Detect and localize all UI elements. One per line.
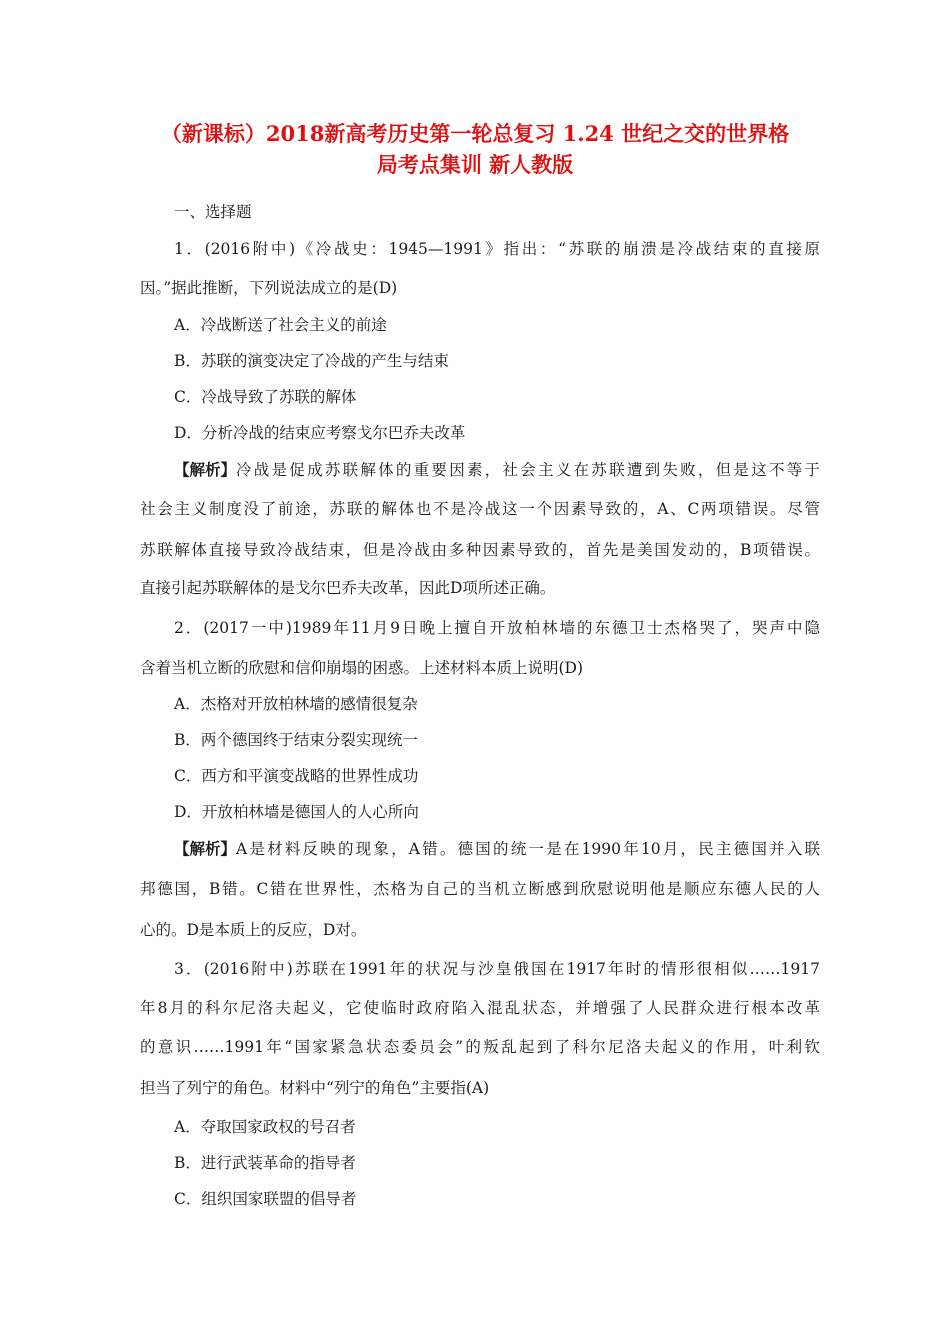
q3-stem-line-3: 的意识……1991年“国家紧急状态委员会”的叛乱起到了科尔尼洛夫起义的作用，叶利钦	[140, 1038, 820, 1056]
analysis-label: 【解析】	[174, 460, 237, 479]
q1-option-a: A．冷战断送了社会主义的前途	[174, 316, 387, 334]
q3-option-b: B．进行武装革命的指导者	[174, 1154, 356, 1172]
q1-analysis-line-3: 苏联解体直接导致冷战结束，但是冷战由多种因素导致的，首先是美国发动的，B项错误。	[140, 541, 820, 559]
q2-analysis-line-1	[174, 839, 820, 859]
q2-stem-line-1: 2．(2017一中)1989年11月9日晚上擅自开放柏林墙的东德卫士杰格哭了，哭声中隐	[174, 619, 820, 637]
q1-stem-line-1: 1．(2016附中)《冷战史：1945—1991》指出：“苏联的崩溃是冷战结束的直接原	[174, 240, 820, 258]
q1-analysis-line-1	[174, 460, 820, 480]
document-title	[110, 118, 840, 180]
q2-analysis-line-2: 邦德国，B错。C错在世界性，杰格为自己的当机立断感到欣慰说明他是顺应东德人民的人	[140, 880, 820, 898]
q1-analysis-line-4: 直接引起苏联解体的是戈尔巴乔夫改革，因此D项所述正确。	[140, 579, 556, 597]
q1-option-c: C．冷战导致了苏联的解体	[174, 388, 357, 406]
q1-analysis-text-1: 冷战是促成苏联解体的重要因素，社会主义在苏联遭到失败，但是这不等于	[236, 461, 820, 479]
q1-stem-line-2: 因。”据此推断，下列说法成立的是(D)	[140, 279, 398, 297]
section-heading: 一、选择题	[174, 203, 252, 221]
q2-option-c: C．西方和平演变战略的世界性成功	[174, 767, 419, 785]
analysis-label: 【解析】	[174, 839, 237, 858]
title-line-1: （新课标）2018新高考历史第一轮总复习 1.24 世纪之交的世界格	[160, 121, 790, 146]
q3-stem-line-4: 担当了列宁的角色。材料中“列宁的角色”主要指(A)	[140, 1079, 490, 1097]
q3-option-c: C．组织国家联盟的倡导者	[174, 1190, 357, 1208]
q2-stem-line-2: 含着当机立断的欣慰和信仰崩塌的困惑。上述材料本质上说明(D)	[140, 659, 584, 677]
q2-option-a: A．杰格对开放柏林墙的感情很复杂	[174, 695, 418, 713]
q2-analysis-text-1: A是材料反映的现象，A错。德国的统一是在1990年10月，民主德国并入联	[236, 840, 820, 858]
q3-option-a: A．夺取国家政权的号召者	[174, 1118, 356, 1136]
q2-analysis-line-3: 心的。D是本质上的反应，D对。	[140, 921, 367, 939]
q3-stem-line-1: 3．(2016附中)苏联在1991年的状况与沙皇俄国在1917年时的情形很相似……1917	[174, 960, 820, 978]
q2-option-b: B．两个德国终于结束分裂实现统一	[174, 731, 418, 749]
q1-option-d: D．分析冷战的结束应考察戈尔巴乔夫改革	[174, 424, 466, 442]
q1-analysis-line-2: 社会主义制度没了前途，苏联的解体也不是冷战这一个因素导致的，A、C两项错误。尽管	[140, 500, 820, 518]
q2-option-d: D．开放柏林墙是德国人的人心所向	[174, 803, 419, 821]
title-line-2: 局考点集训 新人教版	[376, 152, 574, 177]
q3-stem-line-2: 年8月的科尔尼洛夫起义，它使临时政府陷入混乱状态，并增强了人民群众进行根本改革	[140, 999, 820, 1017]
q1-option-b: B．苏联的演变决定了冷战的产生与结束	[174, 352, 449, 370]
